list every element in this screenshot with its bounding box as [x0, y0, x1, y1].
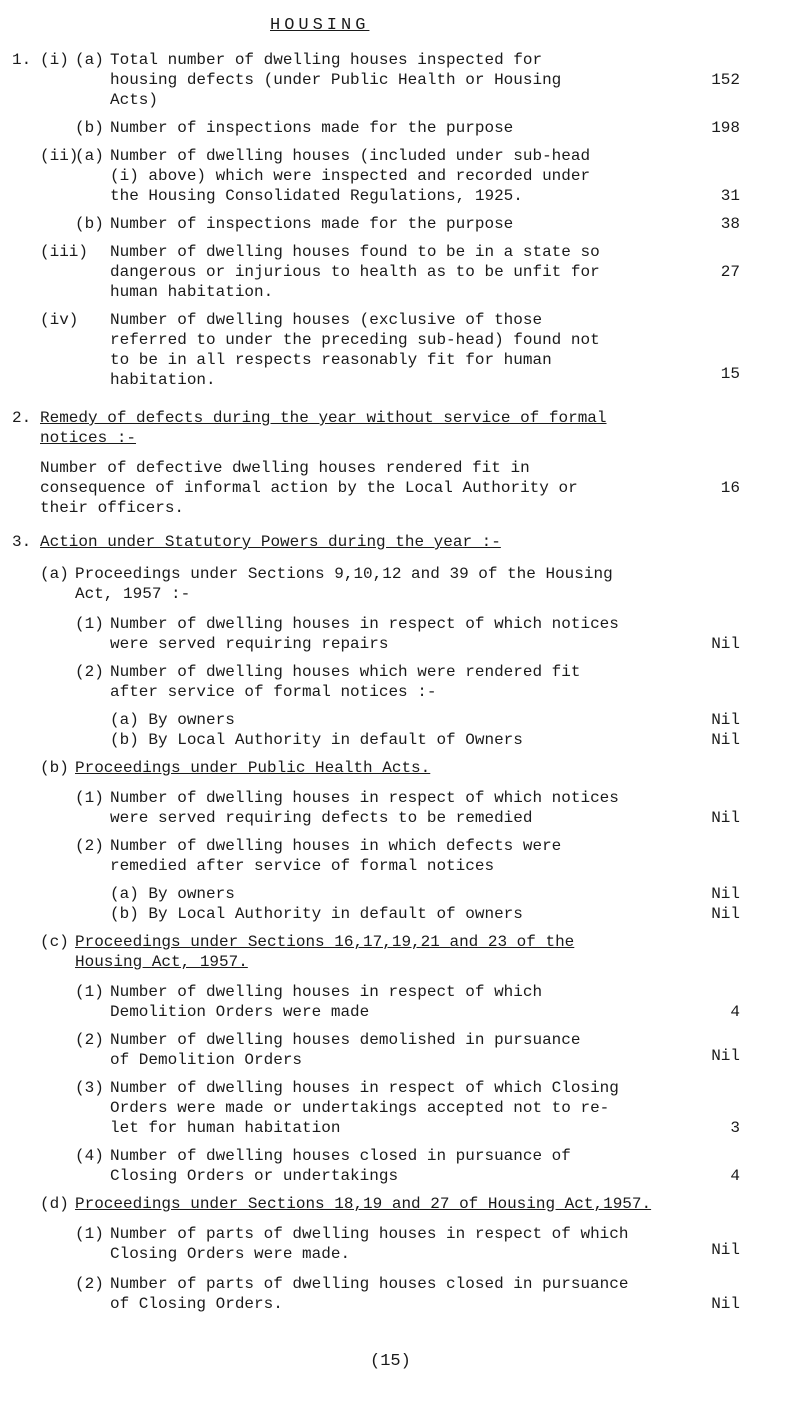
section-3d-2-label: (2) — [75, 1275, 104, 1293]
section-3d-2-line-1: Number of parts of dwelling houses closed in pursuance — [110, 1275, 629, 1293]
section-2-heading-line-1: Remedy of defects during the year without service of formal — [40, 409, 607, 427]
item-i-a-line-1: Total number of dwelling houses inspected for — [110, 51, 543, 69]
section-3a-1-line-2: were served requiring repairs — [110, 635, 389, 653]
section-3c-2-line-2: of Demolition Orders — [110, 1051, 303, 1069]
item-ii-a-label: (a) — [75, 147, 104, 165]
section-3a-heading-line-1: Proceedings under Sections 9,10,12 and 39 of the Housing — [75, 565, 613, 583]
section-2-heading-line-2: notices :- — [40, 429, 137, 447]
section-3a-1-label: (1) — [75, 615, 104, 633]
item-iii-line-3: human habitation. — [110, 283, 274, 301]
item-i-a-line-2: housing defects (under Public Health or Housing — [110, 71, 562, 89]
item-ii-b-value: 38 — [720, 215, 740, 233]
section-3b-1-label: (1) — [75, 789, 104, 807]
section-3d-1-value: Nil — [711, 1241, 740, 1259]
section-3a-2-line-1: Number of dwelling houses which were rendered fit — [110, 663, 581, 681]
item-iv-label: (iv) — [40, 311, 79, 329]
section-3a-heading-line-2: Act, 1957 :- — [75, 585, 191, 603]
item-ii-label: (ii) — [40, 147, 79, 165]
section-3c-3-line-2: Orders were made or undertakings accepted not to re- — [110, 1099, 610, 1117]
section-3c-4-line-1: Number of dwelling houses closed in pursuance of — [110, 1147, 571, 1165]
section-3a-1-value: Nil — [711, 635, 740, 653]
section-3c-4-line-2: Closing Orders or undertakings — [110, 1167, 399, 1185]
section-3d-2-value: Nil — [711, 1295, 740, 1313]
section-3c-1-line-1: Number of dwelling houses in respect of which — [110, 983, 543, 1001]
section-1-number: 1. — [12, 51, 32, 69]
section-3c-1-label: (1) — [75, 983, 104, 1001]
item-ii-a-line-3: the Housing Consolidated Regulations, 1925. — [110, 187, 523, 205]
section-2-line-1: Number of defective dwelling houses rendered fit in — [40, 459, 530, 477]
item-i-a-label: (a) — [75, 51, 104, 69]
section-3a-1-line-1: Number of dwelling houses in respect of which notices — [110, 615, 619, 633]
section-3b-owners-value: Nil — [711, 885, 740, 903]
section-3c-3-label: (3) — [75, 1079, 104, 1097]
section-3d-label: (d) — [40, 1195, 69, 1213]
section-3d-1-line-2: Closing Orders were made. — [110, 1245, 351, 1263]
section-2-line-3: their officers. — [40, 499, 185, 517]
item-ii-a-line-2: (i) above) which were inspected and recorded under — [110, 167, 591, 185]
section-3a-authority-value: Nil — [711, 731, 740, 749]
item-iii-label: (iii) — [40, 243, 89, 261]
item-iii-line-2: dangerous or injurious to health as to be unfit for — [110, 263, 600, 281]
item-iv-line-3: to be in all respects reasonably fit for human — [110, 351, 552, 369]
section-3a-authority-label: (b) By Local Authority in default of Owners — [110, 731, 523, 749]
section-3c-4-value: 4 — [730, 1167, 740, 1185]
section-3c-2-value: Nil — [711, 1047, 740, 1065]
section-3c-heading-line-2: Housing Act, 1957. — [75, 953, 248, 971]
item-i-b-value: 198 — [711, 119, 740, 137]
item-ii-b-line-1: Number of inspections made for the purpose — [110, 215, 514, 233]
section-3c-1-value: 4 — [730, 1003, 740, 1021]
section-2-number: 2. — [12, 409, 32, 427]
section-3a-2-label: (2) — [75, 663, 104, 681]
section-3c-1-line-2: Demolition Orders were made — [110, 1003, 370, 1021]
item-i-b-label: (b) — [75, 119, 104, 137]
section-3b-owners-label: (a) By owners — [110, 885, 235, 903]
section-3b-heading: Proceedings under Public Health Acts. — [75, 759, 431, 777]
section-2-value: 16 — [720, 479, 740, 497]
section-3a-owners-label: (a) By owners — [110, 711, 235, 729]
section-3c-3-line-1: Number of dwelling houses in respect of which Closing — [110, 1079, 619, 1097]
item-iv-value: 15 — [720, 365, 740, 383]
item-ii-a-line-1: Number of dwelling houses (included under sub-head — [110, 147, 591, 165]
section-3d-1-line-1: Number of parts of dwelling houses in respect of which — [110, 1225, 629, 1243]
item-i-a-value: 152 — [711, 71, 740, 89]
page-title: HOUSING — [270, 16, 370, 35]
item-ii-a-value: 31 — [720, 187, 740, 205]
item-i-a-line-3: Acts) — [110, 91, 159, 109]
section-3b-2-line-1: Number of dwelling houses in which defects were — [110, 837, 562, 855]
section-3c-3-value: 3 — [730, 1119, 740, 1137]
section-3b-1-value: Nil — [711, 809, 740, 827]
section-3b-1-line-2: were served requiring defects to be remedied — [110, 809, 533, 827]
section-3-number: 3. — [12, 533, 32, 551]
section-3b-authority-label: (b) By Local Authority in default of owners — [110, 905, 523, 923]
section-3b-label: (b) — [40, 759, 69, 777]
section-3c-4-label: (4) — [75, 1147, 104, 1165]
page-number: (15) — [370, 1352, 411, 1371]
item-iii-line-1: Number of dwelling houses found to be in a state so — [110, 243, 600, 261]
item-ii-b-label: (b) — [75, 215, 104, 233]
section-3c-label: (c) — [40, 933, 69, 951]
section-3b-2-label: (2) — [75, 837, 104, 855]
item-i-b-line-1: Number of inspections made for the purpose — [110, 119, 514, 137]
section-3d-1-label: (1) — [75, 1225, 104, 1243]
section-3a-owners-value: Nil — [711, 711, 740, 729]
section-3-heading: Action under Statutory Powers during the year :- — [40, 533, 501, 551]
item-iv-line-4: habitation. — [110, 371, 216, 389]
item-iv-line-2: referred to under the preceding sub-head) found not — [110, 331, 600, 349]
section-3c-2-line-1: Number of dwelling houses demolished in pursuance — [110, 1031, 581, 1049]
section-3c-heading-line-1: Proceedings under Sections 16,17,19,21 and 23 of the — [75, 933, 575, 951]
section-3d-2-line-2: of Closing Orders. — [110, 1295, 283, 1313]
section-3a-2-line-2: after service of formal notices :- — [110, 683, 437, 701]
item-i-label: (i) — [40, 51, 69, 69]
section-2-line-2: consequence of informal action by the Local Authority or — [40, 479, 578, 497]
section-3c-3-line-3: let for human habitation — [110, 1119, 341, 1137]
item-iii-value: 27 — [720, 263, 740, 281]
section-3c-2-label: (2) — [75, 1031, 104, 1049]
section-3b-authority-value: Nil — [711, 905, 740, 923]
section-3a-label: (a) — [40, 565, 69, 583]
item-iv-line-1: Number of dwelling houses (exclusive of those — [110, 311, 543, 329]
section-3d-heading: Proceedings under Sections 18,19 and 27 of Housing Act,1957. — [75, 1195, 652, 1213]
section-3b-1-line-1: Number of dwelling houses in respect of which notices — [110, 789, 619, 807]
section-3b-2-line-2: remedied after service of formal notices — [110, 857, 495, 875]
